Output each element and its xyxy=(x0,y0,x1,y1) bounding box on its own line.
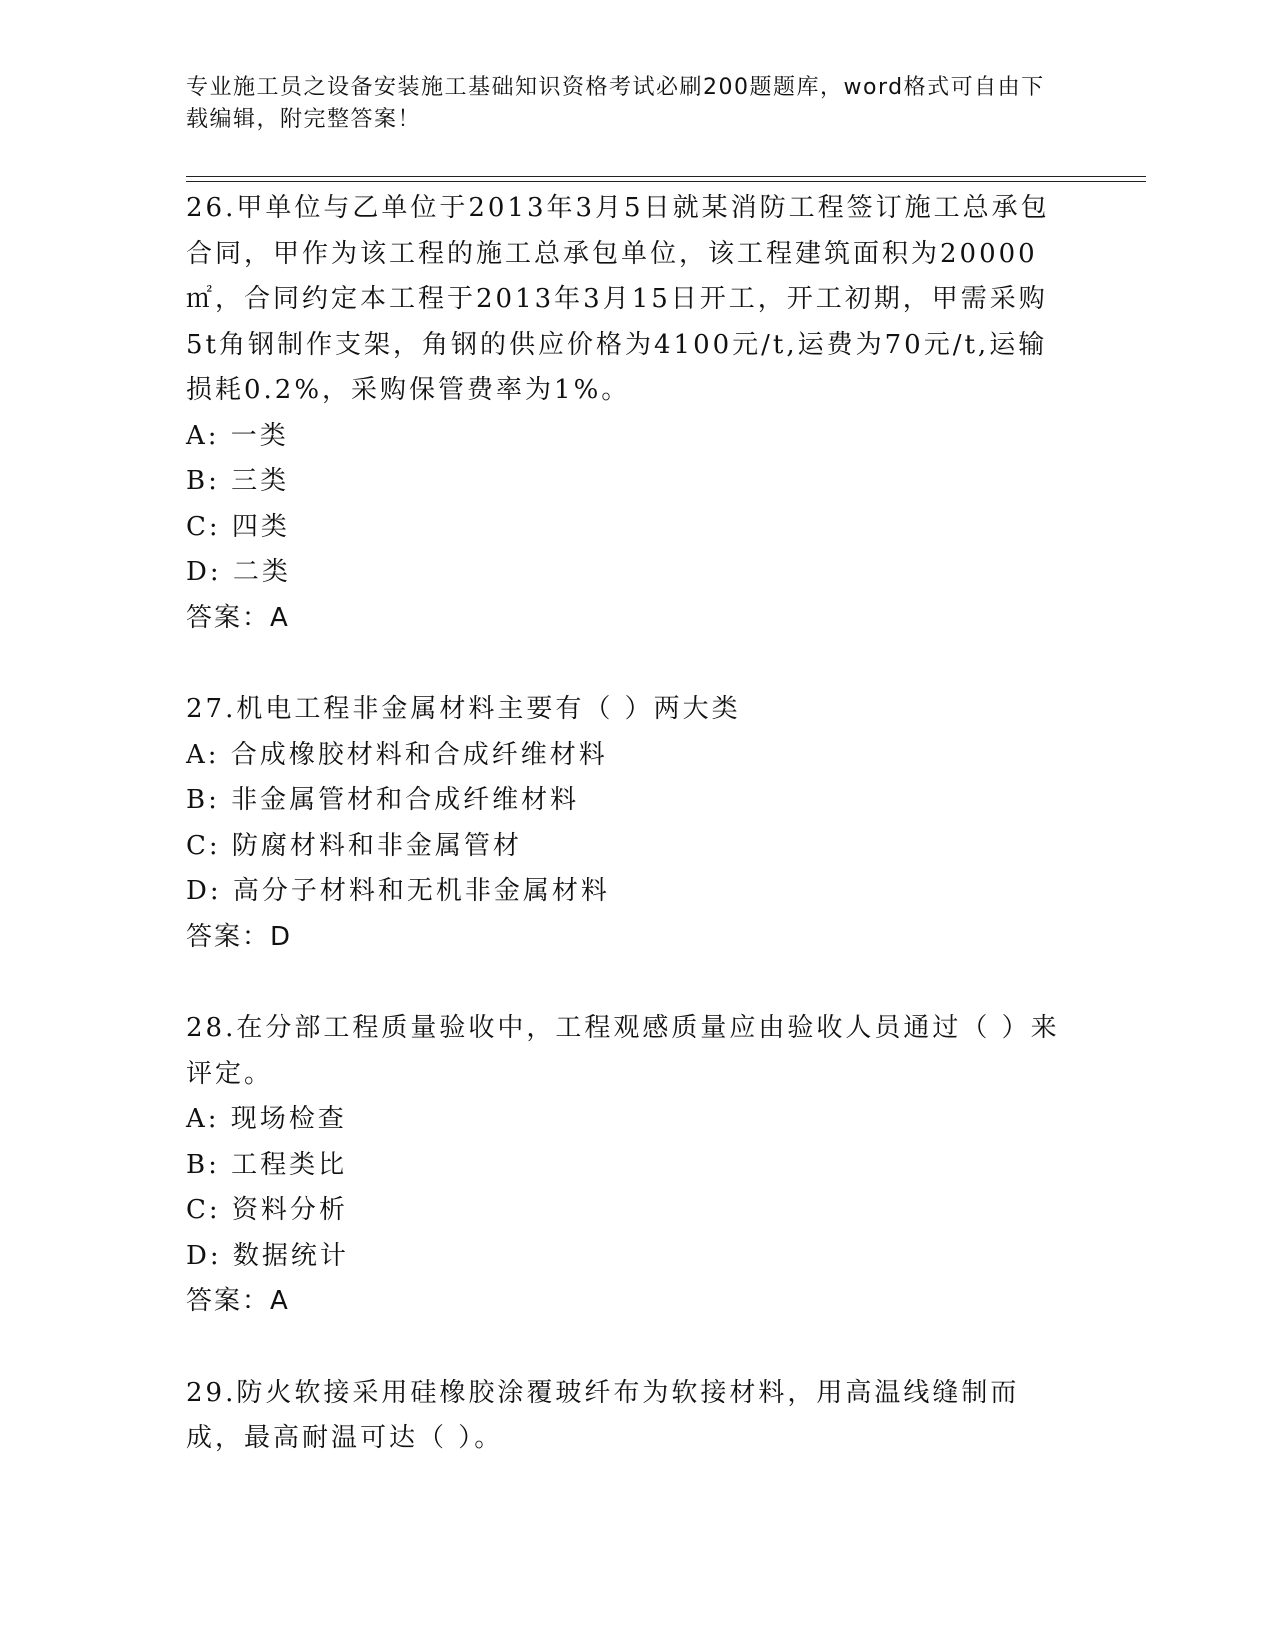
document-header: 专业施工员之设备安装施工基础知识资格考试必刷200题题库，word格式可自由下载编辑，附完整答案！ xyxy=(186,75,1045,132)
question-29 xyxy=(186,1371,1066,1462)
answer-label: 答案：A xyxy=(186,602,290,633)
answer-label: 答案：A xyxy=(186,1286,290,1316)
question-26 xyxy=(186,186,1066,641)
question-text: 28.在分部工程质量验收中，工程观感质量应由验收人员通过（ ）来评定。 xyxy=(186,1013,1060,1089)
question-list xyxy=(186,186,1066,1462)
option-d: D: 二类 xyxy=(186,557,291,587)
option-b: B: 工程类比 xyxy=(186,1149,348,1180)
header-divider-bottom xyxy=(186,181,1146,182)
question-spacer xyxy=(186,641,1066,687)
option-a: A: 现场检查 xyxy=(186,1104,347,1134)
question-28 xyxy=(186,1006,1066,1325)
question-text: 27.机电工程非金属材料主要有（ ）两大类 xyxy=(186,694,741,724)
option-c: C: 防腐材料和非金属管材 xyxy=(186,830,522,861)
option-a: A: 合成橡胶材料和合成纤维材料 xyxy=(186,739,608,770)
option-d: D: 数据统计 xyxy=(186,1240,349,1271)
option-b: B: 三类 xyxy=(186,466,290,496)
option-c: C: 资料分析 xyxy=(186,1195,348,1225)
question-text: 29.防火软接采用硅橡胶涂覆玻纤布为软接材料，用高温线缝制而成，最高耐温可达（ ）。 xyxy=(186,1377,1020,1453)
answer-label: 答案：D xyxy=(186,921,293,952)
header-divider-top xyxy=(186,176,1146,177)
option-d: D: 高分子材料和无机非金属材料 xyxy=(186,876,610,906)
question-27 xyxy=(186,687,1066,960)
option-c: C: 四类 xyxy=(186,511,290,542)
option-b: B: 非金属管材和合成纤维材料 xyxy=(186,785,580,815)
option-a: A: 一类 xyxy=(186,420,289,451)
question-spacer xyxy=(186,960,1066,1006)
question-spacer xyxy=(186,1325,1066,1371)
question-text: 26.甲单位与乙单位于2013年3月5日就某消防工程签订施工总承包合同，甲作为该工程的施工总承包单位，该工程建筑面积为20000㎡，合同约定本工程于2013年3月15日开工，开工初期，甲需采购5t角钢制作支架，角钢的供应价格为4100元/t,运费为70元/t,运输损耗0.2%，采购保管费率为1%。 xyxy=(186,193,1050,405)
